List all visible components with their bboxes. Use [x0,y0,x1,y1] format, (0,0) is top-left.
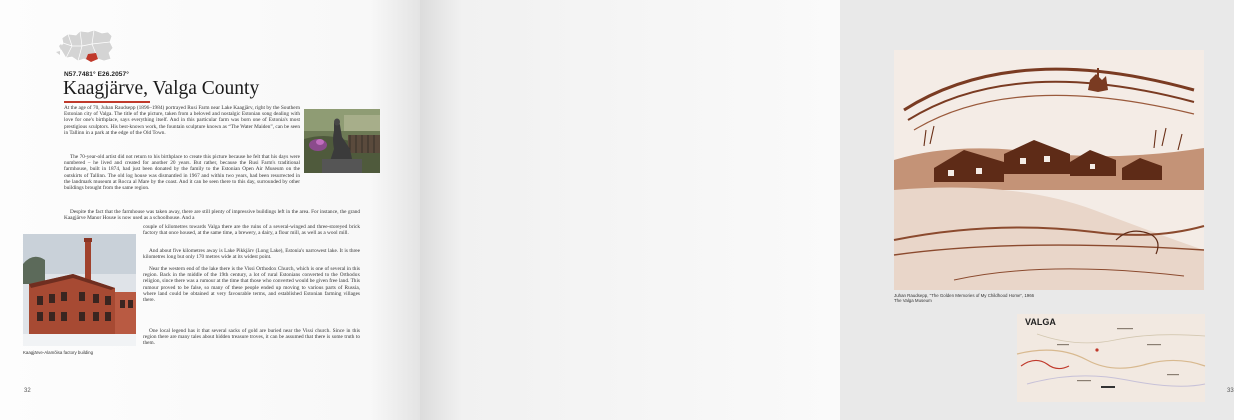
drawing-caption-title: Juhan Raudsepp, “The Golden Memories of My Childhood Home”, 1966 [894,293,1035,298]
drawing-caption-museum: The Valga Museum [894,298,932,304]
title-underline [64,101,150,103]
coordinates: N57.7481° E26.2057° [64,71,129,78]
page-number-left: 32 [24,388,31,394]
paragraph-3: Despite the fact that the farmhouse was taken away, there are still plenty of impressive buildings left in the area. For instance, the grand Kaagjärve Manor House is now used as a schoolhouse. And a [64,209,360,222]
factory-photo [23,234,136,346]
drawing-caption [894,293,1194,303]
paragraph-4: And about five kilometres away is Lake Pikkjärv (Long Lake), Estonia's narrowest lake. It is three kilometres long but only 170 metres wide at its widest point. [143,248,360,261]
left-page [0,0,420,420]
factory-caption: Kaagjärve-Alamõisa factory building [23,350,94,355]
paragraph-3-continued: couple of kilometres towards Valga there are the ruins of a several-winged and three-storeyed brick factory that once housed, at the same time, a brewery, a dairy, a flour mill, as well as a wool mill. [143,224,360,237]
location-map [1017,314,1205,402]
paragraph-6: One local legend has it that several sacks of gold are buried near the Vissi church. Since in this region there are many tales about hidden treasure troves, it can be assumed that there is some truth to them. [143,328,360,347]
page-number-right: 33 [1227,388,1234,394]
raudsepp-drawing [894,50,1204,290]
paragraph-2: The 70-year-old artist did not return to his birthplace to create this picture because he felt that his days were numbered – he lived and created for another 20 years. But rather, because the Rusi Farm's traditional farmhouse, built in 1874, had just been donated by the family to the Estonian Open Air Museum on the outskirts of Tallinn. The old log house was dismantled in 1967 and within two years, had been resurrected in the landmark museum at Rocca al Mare by the coast. And it can be seen there to this day, surrounded by other buildings brought from the same region. [64,154,300,192]
sculpture-photo [304,109,380,173]
estonia-map-icon [58,26,114,64]
paragraph-1: At the age of 70, Juhan Raudsepp (1896–1984) portrayed Rusi Farm near Lake Kaagjärv, right by the Southern Estonian city of Valga. The title of the picture, taken from a beloved and nostalgic Estonian song dealing with love for one's birthplace, says everything itself. And in this particular farm was born one of Estonia's most prestigious sculptors. His best-known work, the fountain sculpture known as “The Water Maiden”, can be seen in Tallinn in a park at the edge of the Old Town. [64,105,300,136]
map-city-label: VALGA [1025,317,1056,327]
page-title: Kaagjärve, Valga County [63,78,260,99]
location-map-graphic [1017,314,1205,402]
paragraph-5: Near the western end of the lake there is the Vissi Orthodox Church, which is one of several in this region. Back in the middle of the 19th century, a lot of rural Estonians converted to the Orthodox religion, since there was a rumour at the time that those who converted would be given free land. This rumour proved to be false, so many of these people ended up moving to various parts of Russia, where land could be obtained at very favourable terms, and established Estonian farming villages there. [143,266,360,304]
right-page [420,0,1234,420]
